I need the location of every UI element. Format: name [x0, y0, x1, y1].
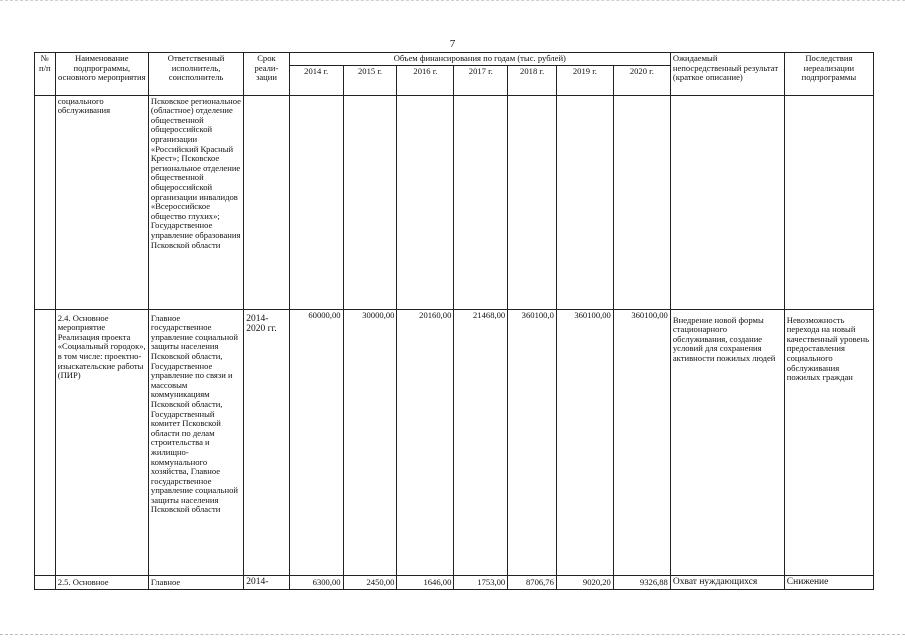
- table-row: [35, 95, 874, 309]
- cell-value: 8706,76: [508, 575, 557, 589]
- cell-value: [454, 95, 508, 309]
- cell-consequence: Снижение: [784, 575, 873, 589]
- cell-term: 2014-2020 гг.: [244, 309, 290, 575]
- cell-consequence: [784, 95, 873, 309]
- cell-num: [35, 575, 56, 589]
- cell-name: 2.5. Основное: [55, 575, 148, 589]
- header-consequence: Последствия нереализации подпрограммы: [784, 53, 873, 96]
- cell-value: 60000,00: [289, 309, 343, 575]
- cell-term: [244, 95, 290, 309]
- scan-edge-top: [0, 0, 905, 5]
- cell-name: социального обслуживания: [55, 95, 148, 309]
- header-year: 2015 г.: [343, 65, 397, 95]
- header-name: Наименование подпрограммы, основного мероприятия: [55, 53, 148, 96]
- cell-value: 21468,00: [454, 309, 508, 575]
- scan-edge-bottom: [0, 634, 905, 639]
- header-year: 2014 г.: [289, 65, 343, 95]
- cell-result: Охват нуждающихся: [670, 575, 784, 589]
- header-year: 2017 г.: [454, 65, 508, 95]
- cell-value: [289, 95, 343, 309]
- cell-value: 6300,00: [289, 575, 343, 589]
- header-executor: Ответственный исполнитель, соисполнитель: [148, 53, 243, 96]
- cell-value: 9020,20: [556, 575, 613, 589]
- header-num: № п/п: [35, 53, 56, 96]
- cell-value: 360100,0: [508, 309, 557, 575]
- cell-value: 360100,00: [556, 309, 613, 575]
- cell-value: 360100,00: [613, 309, 670, 575]
- header-funding: Объем финансирования по годам (тыс. рублей): [289, 53, 670, 66]
- cell-executor: Главное государственное управление социальной защиты населения Псковской области, Государственное управление по связи и массовым коммуникациям Псковской области, Государственный комитет Псковской области по делам строительства и жилищно-коммунального хозяйства, Главное государственное управление социальной защиты населения Псковской области: [148, 309, 243, 575]
- header-year: 2016 г.: [397, 65, 454, 95]
- table-row: [35, 309, 874, 575]
- cell-result: [670, 95, 784, 309]
- cell-value: [343, 95, 397, 309]
- cell-value: 1753,00: [454, 575, 508, 589]
- cell-value: 2450,00: [343, 575, 397, 589]
- header-year: 2019 г.: [556, 65, 613, 95]
- cell-value: [397, 95, 454, 309]
- page-number: 7: [449, 38, 456, 50]
- header-term: Срок реали-зации: [244, 53, 290, 96]
- cell-value: 30000,00: [343, 309, 397, 575]
- cell-consequence: Невозможность перехода на новый качественный уровень предоставления социального обслуживания пожилых граждан: [784, 309, 873, 575]
- cell-value: 1646,00: [397, 575, 454, 589]
- cell-value: 20160,00: [397, 309, 454, 575]
- cell-term: 2014-: [244, 575, 290, 589]
- header-year: 2020 г.: [613, 65, 670, 95]
- cell-value: [613, 95, 670, 309]
- table-row: [35, 575, 874, 589]
- cell-num: [35, 309, 56, 575]
- cell-value: [556, 95, 613, 309]
- cell-value: [508, 95, 557, 309]
- program-table: [34, 52, 874, 590]
- header-result: Ожидаемый непосредственный результат (краткое описание): [670, 53, 784, 96]
- cell-value: 9326,88: [613, 575, 670, 589]
- cell-executor: Псковское региональное (областное) отделение общественной общероссийской организации «Российский Красный Крест»; Псковское региональное отделение общественной общероссийской организации инвалидов «Всероссийское общество глухих»; Государственное управление образования Псковской области: [148, 95, 243, 309]
- header-year: 2018 г.: [508, 65, 557, 95]
- cell-executor: Главное: [148, 575, 243, 589]
- table-header-row: [35, 53, 874, 66]
- cell-num: [35, 95, 56, 309]
- cell-name: 2.4. Основное мероприятие Реализация проекта «Социальный городок», в том числе: проектно-изыскательские работы (ПИР): [55, 309, 148, 575]
- cell-result: Внедрение новой формы стационарного обслуживания, создание условий для сохранения активности пожилых людей: [670, 309, 784, 575]
